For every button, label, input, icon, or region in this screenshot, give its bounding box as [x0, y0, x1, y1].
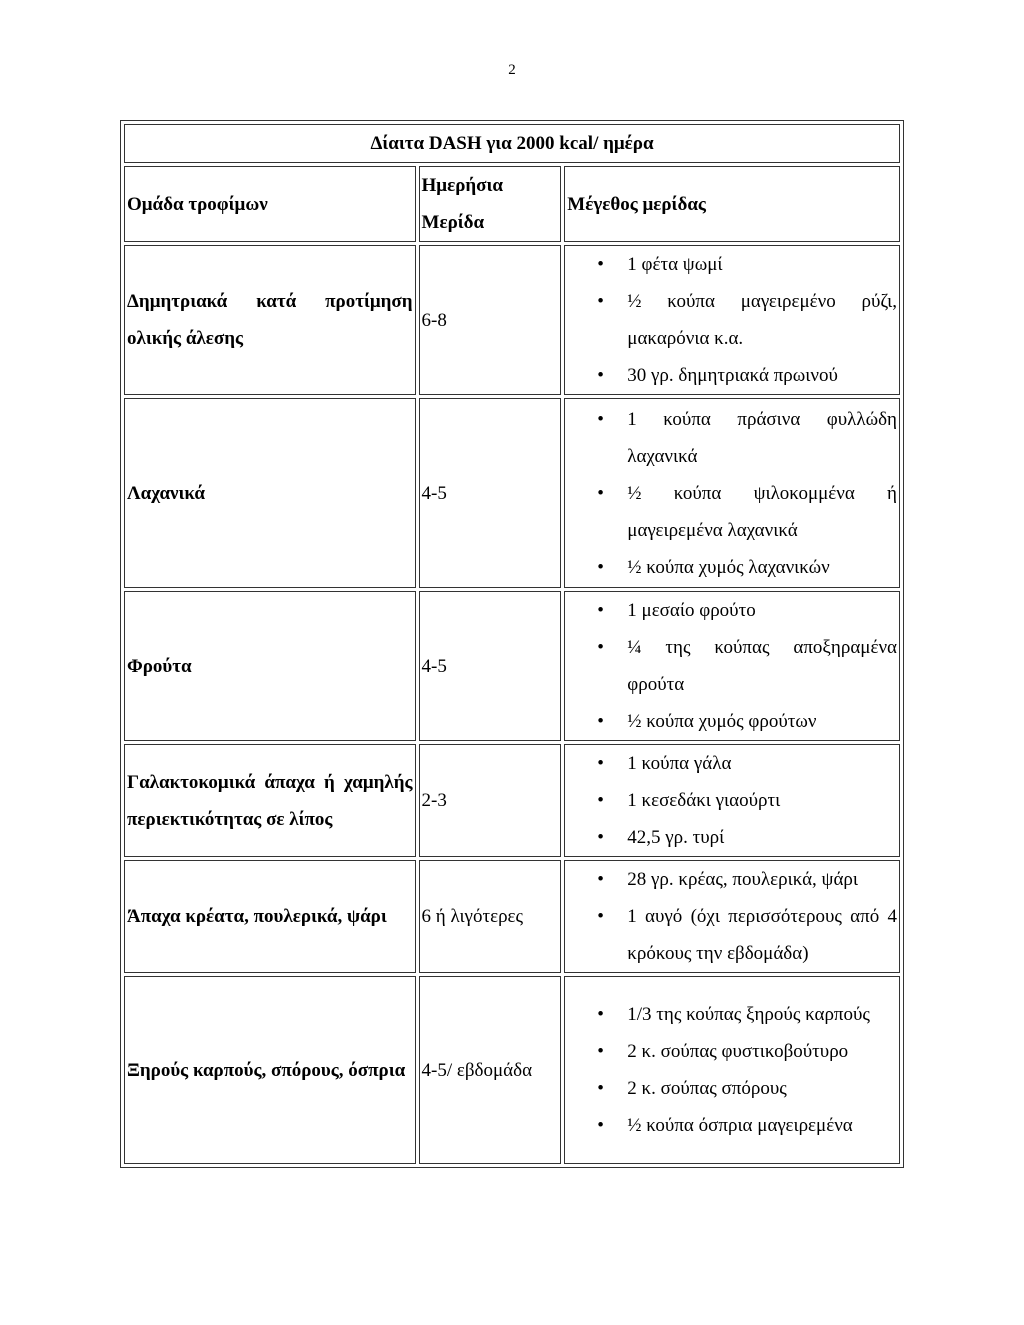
serving-size-list	[567, 745, 897, 856]
serving-size-item: • 1 μεσαίο φρούτο	[567, 592, 897, 629]
daily-serving-cell: 4-5	[419, 591, 562, 741]
table-row	[124, 245, 900, 395]
page-number: 2	[508, 62, 516, 78]
daily-serving-cell: 6-8	[419, 245, 562, 395]
serving-size-item: • 1 αυγό (όχι περισσότερους από 4 κρόκους την εβδομάδα)	[567, 898, 897, 972]
daily-serving-cell: 4-5/ εβδομάδα	[419, 976, 562, 1164]
serving-size-item: • 1 κεσεδάκι γιαούρτι	[567, 782, 897, 819]
table-row	[124, 860, 900, 973]
table-title: Δίαιτα DASH για 2000 kcal/ ημέρα	[124, 124, 900, 163]
serving-size-list	[567, 861, 897, 972]
table-row	[124, 591, 900, 741]
table-row	[124, 976, 900, 1164]
serving-size-cell	[564, 245, 900, 395]
table-row	[124, 398, 900, 588]
daily-serving-cell: 4-5	[419, 398, 562, 588]
serving-size-list	[567, 996, 897, 1144]
header-serving-size: Μέγεθος μερίδας	[564, 166, 900, 242]
daily-serving-cell: 6 ή λιγότερες	[419, 860, 562, 973]
header-daily-serving: Ημερήσια Μερίδα	[419, 166, 562, 242]
food-group-cell: Ξηρούς καρπούς, σπόρους, όσπρια	[124, 976, 416, 1164]
serving-size-item: • ½ κούπα όσπρια μαγειρεμένα	[567, 1107, 897, 1144]
serving-size-item: • ½ κούπα χυμός λαχανικών	[567, 549, 897, 586]
serving-size-item: • ½ κούπα ψιλοκομμένα ή μαγειρεμένα λαχανικά	[567, 475, 897, 549]
serving-size-item: • ¼ της κούπας αποξηραμένα φρούτα	[567, 629, 897, 703]
serving-size-item: • 1 κούπα γάλα	[567, 745, 897, 782]
table-header-row	[124, 166, 900, 242]
serving-size-cell	[564, 860, 900, 973]
table-title-row	[124, 124, 900, 163]
serving-size-item: • 2 κ. σούπας φυστικοβούτυρο	[567, 1033, 897, 1070]
table-row	[124, 744, 900, 857]
serving-size-list	[567, 592, 897, 740]
serving-size-cell	[564, 591, 900, 741]
header-food-group: Ομάδα τροφίμων	[124, 166, 416, 242]
serving-size-item: • ½ κούπα χυμός φρούτων	[567, 703, 897, 740]
serving-size-item: • 1 φέτα ψωμί	[567, 246, 897, 283]
serving-size-item: • ½ κούπα μαγειρεμένο ρύζι, μακαρόνια κ.α.	[567, 283, 897, 357]
daily-serving-cell: 2-3	[419, 744, 562, 857]
serving-size-item: • 2 κ. σούπας σπόρους	[567, 1070, 897, 1107]
food-group-cell: Άπαχα κρέατα, πουλερικά, ψάρι	[124, 860, 416, 973]
serving-size-item: • 30 γρ. δημητριακά πρωινού	[567, 357, 897, 394]
food-group-cell: Γαλακτοκομικά άπαχα ή χαμηλής περιεκτικότητας σε λίπος	[124, 744, 416, 857]
serving-size-cell	[564, 398, 900, 588]
serving-size-list	[567, 401, 897, 586]
serving-size-item: • 1/3 της κούπας ξηρούς καρπούς	[567, 996, 897, 1033]
dash-diet-table	[120, 120, 904, 1168]
serving-size-cell	[564, 976, 900, 1164]
food-group-cell: Λαχανικά	[124, 398, 416, 588]
table-body	[124, 245, 900, 1164]
serving-size-item: • 42,5 γρ. τυρί	[567, 819, 897, 856]
serving-size-cell	[564, 744, 900, 857]
serving-size-list	[567, 246, 897, 394]
food-group-cell: Δημητριακά κατά προτίμηση ολικής άλεσης	[124, 245, 416, 395]
serving-size-item: • 28 γρ. κρέας, πουλερικά, ψάρι	[567, 861, 897, 898]
serving-size-item: • 1 κούπα πράσινα φυλλώδη λαχανικά	[567, 401, 897, 475]
food-group-cell: Φρούτα	[124, 591, 416, 741]
